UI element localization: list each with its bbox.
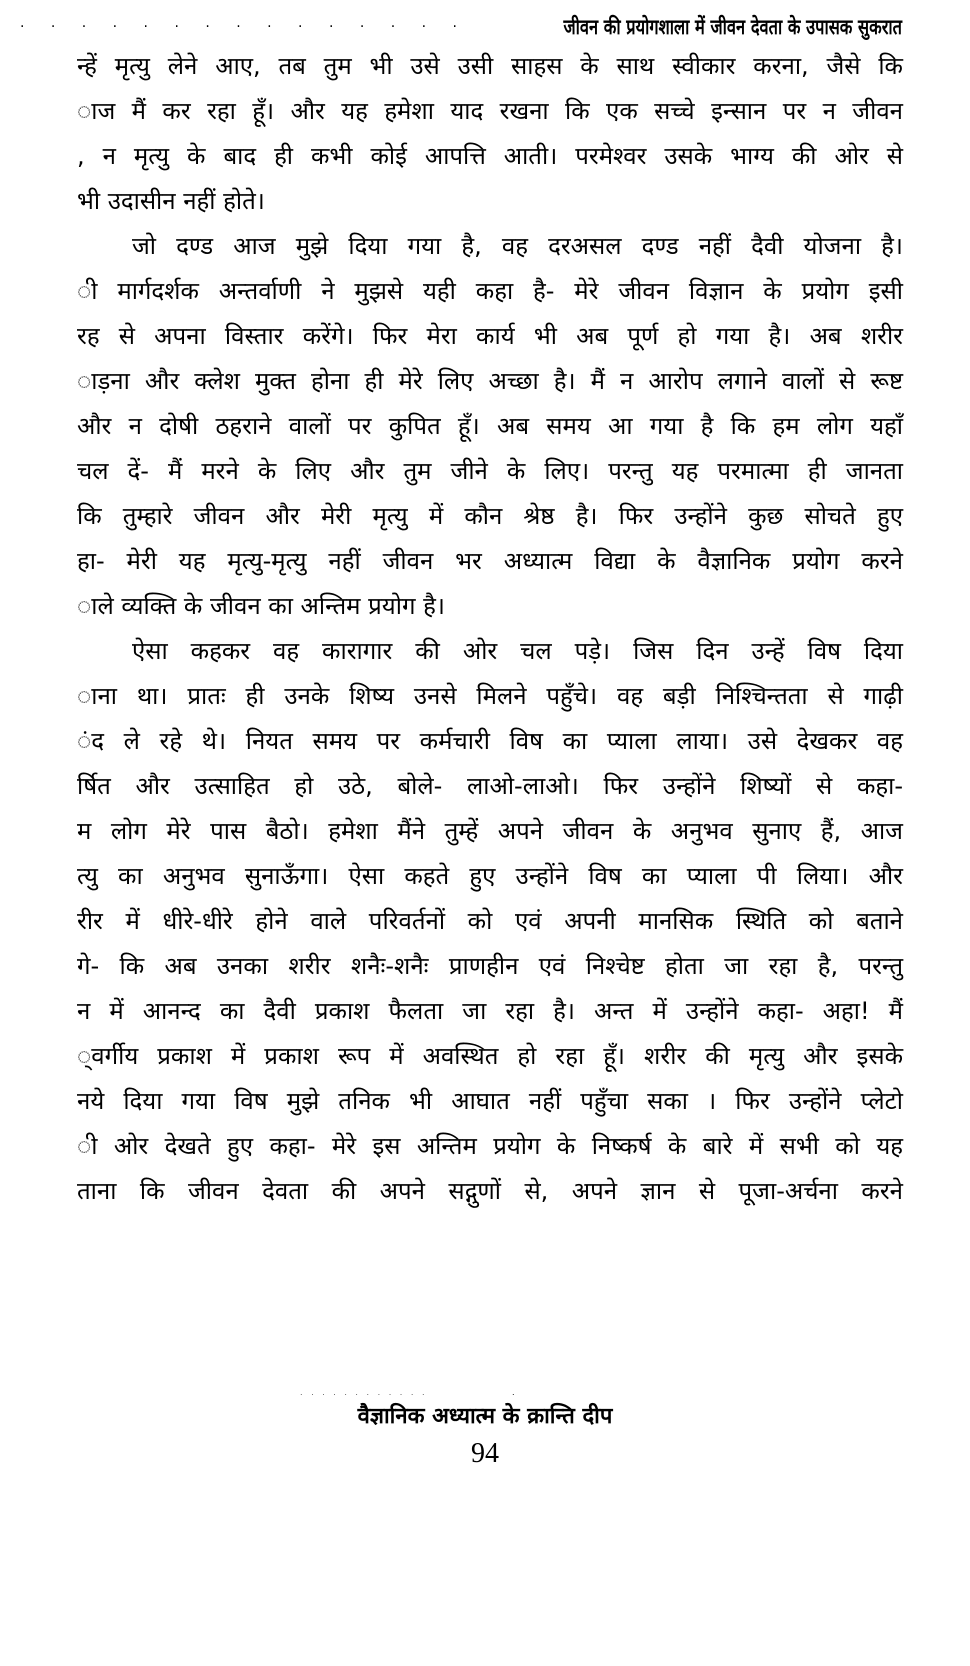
text-line: कि तुम्हारे जीवन और मेरी मृत्यु में कौन श्रेष्ठ है। फिर उन्होंने कुछ सोचते हुए xyxy=(77,502,903,530)
book-title-footer: वैज्ञानिक अध्यात्म के क्रान्ति दीप xyxy=(357,1404,613,1429)
text-line: ्वर्गीय प्रकाश में प्रकाश रूप में अवस्थित हो रहा हूँ। शरीर की मृत्यु और इसके xyxy=(77,1042,903,1070)
footer-dotted-rule: . . . . . . . . . . . . xyxy=(300,1388,428,1397)
text-line: ी मार्गदर्शक अन्तर्वाणी ने मुझसे यही कहा है- मेरे जीवन विज्ञान के प्रयोग इसी xyxy=(77,277,903,305)
text-line: त्यु का अनुभव सुनाऊँगा। ऐसा कहते हुए उन्होंने विष का प्याला पी लिया। और xyxy=(77,862,903,890)
text-line: र्षित और उत्साहित हो उठे, बोले- लाओ-लाओ। फिर उन्होंने शिष्यों से कहा- xyxy=(77,772,903,800)
text-line: गे- कि अब उनका शरीर शनैः-शनैः प्राणहीन एवं निश्चेष्ट होता जा रहा है, परन्तु xyxy=(77,952,903,980)
text-line: हा- मेरी यह मृत्यु-मृत्यु नहीं जीवन भर अध्यात्म विद्या के वैज्ञानिक प्रयोग करने xyxy=(77,547,903,575)
text-line: और न दोषी ठहराने वालों पर कुपित हूँ। अब समय आ गया है कि हम लोग यहाँ xyxy=(77,412,903,440)
text-line: म लोग मेरे पास बैठो। हमेशा मैंने तुम्हें अपने जीवन के अनुभव सुनाए हैं, आज xyxy=(77,817,903,845)
text-line: ंद ले रहे थे। नियत समय पर कर्मचारी विष का प्याला लाया। उसे देखकर वह xyxy=(77,727,903,755)
text-line: न्हें मृत्यु लेने आए, तब तुम भी उसे उसी साहस के साथ स्वीकार करना, जैसे कि xyxy=(77,52,903,80)
text-line: ी ओर देखते हुए कहा- मेरे इस अन्तिम प्रयोग के निष्कर्ष के बारे में सभी को यह xyxy=(77,1132,903,1160)
text-line: नये दिया गया विष मुझे तनिक भी आघात नहीं पहुँचा सका । फिर उन्होंने प्लेटो xyxy=(77,1087,903,1115)
page-number: 94 xyxy=(471,1438,499,1469)
running-title: जीवन की प्रयोगशाला में जीवन देवता के उपासक सुकरात xyxy=(563,15,902,39)
text-line: ताना कि जीवन देवता की अपने सद्गुणों से, अपने ज्ञान से पूजा-अर्चना करने xyxy=(77,1177,903,1205)
text-line: न में आनन्द का दैवी प्रकाश फैलता जा रहा है। अन्त में उन्होंने कहा- अहा! मैं xyxy=(77,997,903,1025)
text-line: ाले व्यक्ति के जीवन का अन्तिम प्रयोग है। xyxy=(77,592,445,620)
footer-dot: . xyxy=(512,1388,515,1397)
text-line: भी उदासीन नहीं होते। xyxy=(77,187,265,215)
paragraph-start-line: ऐसा कहकर वह कारागार की ओर चल पड़े। जिस दिन उन्हें विष दिया xyxy=(132,637,903,665)
text-line: रीर में धीरे-धीरे होने वाले परिवर्तनों को एवं अपनी मानसिक स्थिति को बताने xyxy=(77,907,903,935)
paragraph-start-line: जो दण्ड आज मुझे दिया गया है, वह दरअसल दण्ड नहीं दैवी योजना है। xyxy=(132,232,903,260)
text-line: रह से अपना विस्तार करेंगे। फिर मेरा कार्य भी अब पूर्ण हो गया है। अब शरीर xyxy=(77,322,903,350)
text-line: ाज मैं कर रहा हूँ। और यह हमेशा याद रखना कि एक सच्चे इन्सान पर न जीवन xyxy=(77,97,903,125)
running-header xyxy=(19,10,902,44)
text-line: चल दें- मैं मरने के लिए और तुम जीने के लिए। परन्तु यह परमात्मा ही जानता xyxy=(77,457,903,485)
text-line: , न मृत्यु के बाद ही कभी कोई आपत्ति आती। परमेश्वर उसके भाग्य की ओर से xyxy=(77,142,903,170)
text-line: ाना था। प्रातः ही उनके शिष्य उनसे मिलने पहुँचे। वह बड़ी निश्चिन्तता से गाढ़ी xyxy=(77,682,903,710)
text-line: ाड़ना और क्लेश मुक्त होना ही मेरे लिए अच्छा है। मैं न आरोप लगाने वालों से रूष्ट xyxy=(77,367,903,395)
header-leader-dots: · · · · · · · · · · · · · · · xyxy=(19,19,468,35)
